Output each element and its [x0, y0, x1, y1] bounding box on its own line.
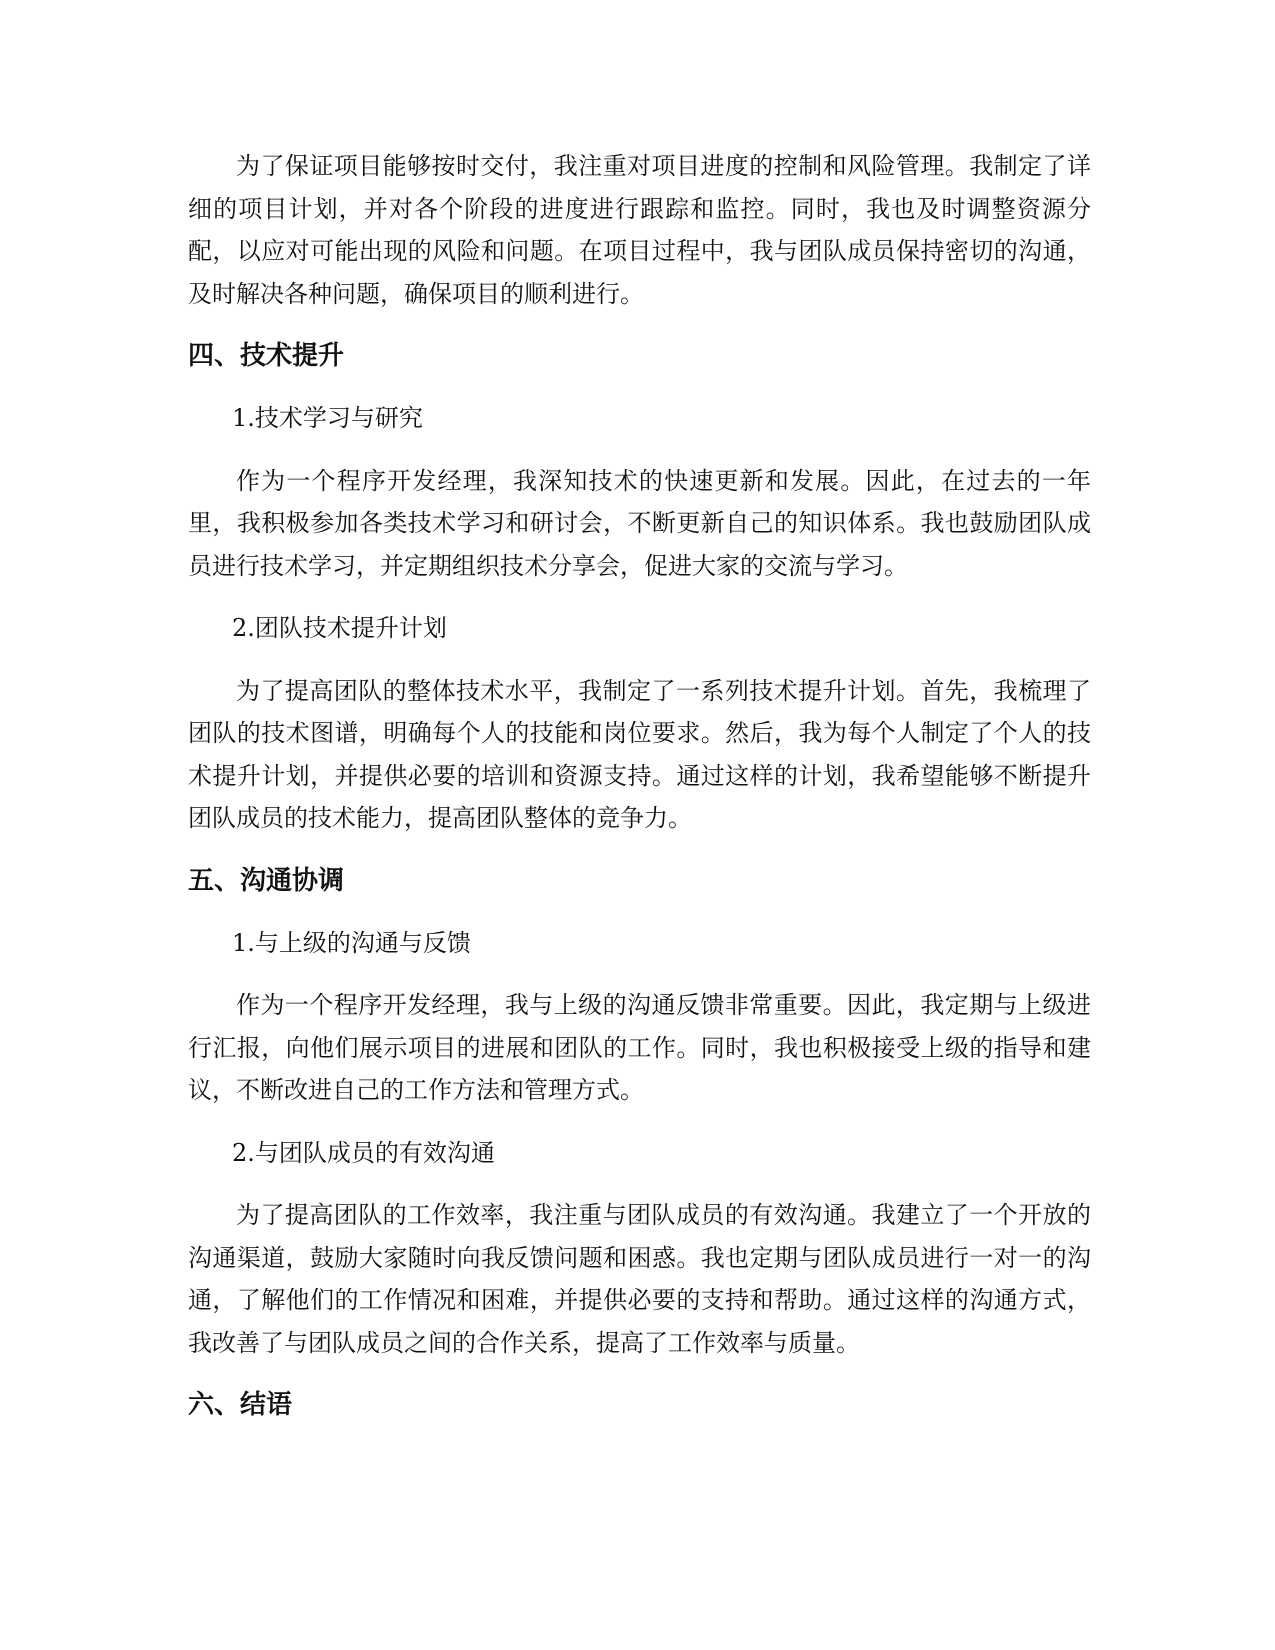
paragraph-tech-learning: 作为一个程序开发经理，我深知技术的快速更新和发展。因此，在过去的一年里，我积极参加各类技术学习和研讨会，不断更新自己的知识体系。我也鼓励团队成员进行技术学习，并定期组织技术分享会，促进大家的交流与学习。 — [188, 466, 1091, 580]
paragraph-superior-communication: 作为一个程序开发经理，我与上级的沟通反馈非常重要。因此，我定期与上级进行汇报，向他们展示项目的进展和团队的工作。同时，我也积极接受上级的指导和建议，不断改进自己的工作方法和管理方式。 — [188, 991, 1091, 1104]
subheading-team-tech-plan: 2.团队技术提升计划 — [232, 614, 447, 642]
subheading-team-communication: 2.与团队成员的有效沟通 — [232, 1138, 495, 1167]
section-heading-conclusion: 六、结语 — [188, 1390, 293, 1420]
subheading-superior-communication: 1.与上级的沟通与反馈 — [232, 928, 471, 957]
paragraph-project-schedule: 为了保证项目能够按时交付，我注重对项目进度的控制和风险管理。我制定了详细的项目计划，并对各个阶段的进度进行跟踪和监控。同时，我也及时调整资源分配，以应对可能出现的风险和问题。在项目过程中，我与团队成员保持密切的沟通，及时解决各种问题，确保项目的顺利进行。 — [188, 152, 1091, 308]
paragraph-team-communication: 为了提高团队的工作效率，我注重与团队成员的有效沟通。我建立了一个开放的沟通渠道，鼓励大家随时向我反馈问题和困惑。我也定期与团队成员进行一对一的沟通，了解他们的工作情况和困难，并提供必要的支持和帮助。通过这样的沟通方式，我改善了与团队成员之间的合作关系，提高了工作效率与质量。 — [188, 1201, 1091, 1357]
paragraph-team-tech-plan: 为了提高团队的整体技术水平，我制定了一系列技术提升计划。首先，我梳理了团队的技术图谱，明确每个人的技能和岗位要求。然后，我为每个人制定了个人的技术提升计划，并提供必要的培训和资源支持。通过这样的计划，我希望能够不断提升团队成员的技术能力，提高团队整体的竞争力。 — [188, 676, 1091, 832]
document-body — [188, 145, 1091, 1446]
section-heading-tech-improvement: 四、技术提升 — [188, 341, 345, 371]
subheading-tech-learning: 1.技术学习与研究 — [232, 404, 423, 432]
section-heading-communication: 五、沟通协调 — [188, 865, 345, 896]
